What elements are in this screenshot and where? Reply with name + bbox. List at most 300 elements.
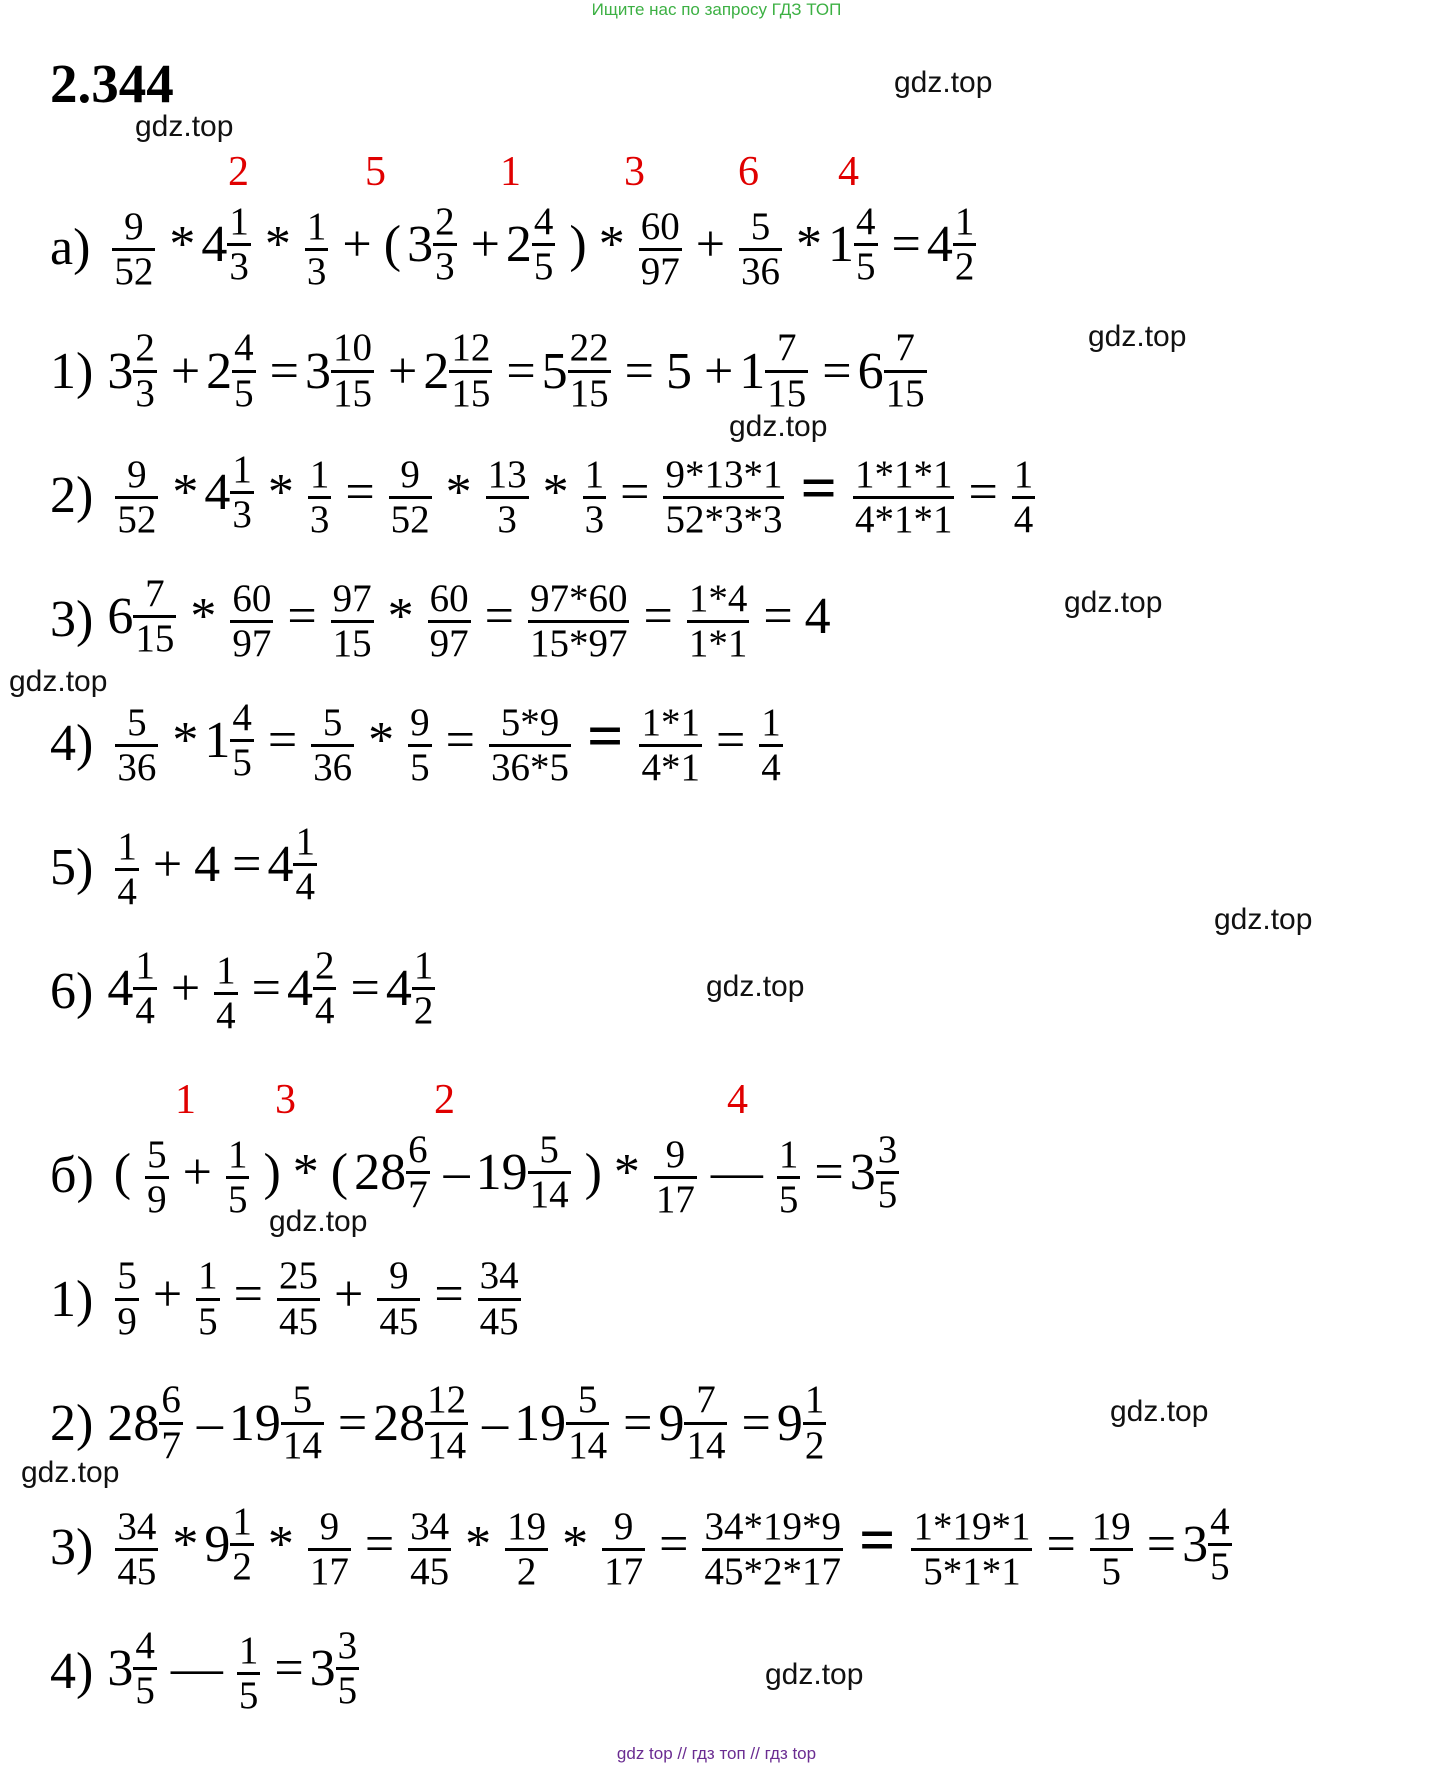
denominator: 45*2*17 (704, 1549, 841, 1593)
fraction (377, 1255, 420, 1342)
step-label: 1) (50, 342, 94, 400)
math-token: = (968, 464, 998, 522)
math-token: * (292, 1144, 319, 1202)
denominator: 5 (1101, 1549, 1122, 1593)
watermark: gdz.top (1214, 903, 1313, 936)
numerator: 1 (413, 944, 434, 988)
mixed-number (204, 697, 262, 784)
math-token: * (598, 216, 625, 274)
whole-part: 4 (201, 216, 228, 274)
mixed-number (287, 945, 345, 1032)
fraction (854, 201, 878, 288)
fraction (230, 578, 273, 665)
denominator: 97 (429, 621, 469, 665)
math-token: = (434, 1265, 464, 1323)
numerator: 9 (613, 1504, 634, 1548)
denominator: 9 (117, 1299, 137, 1343)
fraction (486, 454, 529, 541)
denominator: 14 (427, 1423, 467, 1467)
math-token: = (643, 588, 673, 646)
math-token: = (623, 1394, 653, 1452)
math-token: = (445, 712, 475, 770)
whole-part: 2 (206, 342, 233, 400)
denominator: 4 (295, 865, 315, 909)
fraction (145, 1134, 169, 1221)
numerator: 10 (332, 326, 372, 370)
numerator: 7 (895, 326, 915, 370)
math-token: = (891, 216, 921, 274)
fraction (639, 206, 682, 293)
denominator: 52 (117, 497, 157, 541)
fraction (1090, 1506, 1133, 1593)
mixed-number (107, 573, 184, 660)
numerator: 1 (227, 1132, 248, 1176)
numerator: 34 (410, 1504, 450, 1548)
fraction (803, 1379, 827, 1466)
numerator: 9 (665, 1132, 686, 1176)
whole-part: 3 (849, 1144, 876, 1202)
denominator: 5*1*1 (923, 1549, 1021, 1593)
numerator: 1 (229, 200, 249, 244)
numerator: 6 (161, 1378, 181, 1422)
denominator: 3 (135, 371, 155, 415)
fraction (293, 821, 317, 908)
numerator: 19 (1091, 1504, 1131, 1548)
mixed-number (542, 327, 619, 414)
numerator: 3 (877, 1128, 898, 1172)
mixed-number (373, 1379, 476, 1466)
equals-sign: = (800, 452, 837, 524)
denominator: 3 (306, 249, 327, 293)
denominator: 52 (114, 249, 154, 293)
denominator: 5 (337, 1669, 358, 1713)
math-token: = (1046, 1516, 1076, 1574)
math-token: * (267, 464, 294, 522)
numerator: 1 (1013, 452, 1034, 496)
math-token: = (232, 836, 262, 894)
mixed-number (305, 327, 382, 414)
fraction (568, 327, 611, 414)
fraction (532, 201, 556, 288)
step-a-5 (50, 812, 325, 922)
fraction (702, 1506, 843, 1593)
mixed-number (310, 1625, 368, 1712)
denominator: 3 (232, 493, 252, 537)
numerator: 97*60 (529, 576, 628, 620)
numerator: 4 (856, 200, 876, 244)
math-token: = (620, 464, 650, 522)
whole-part: 4 (204, 464, 231, 522)
step-expression (107, 449, 1043, 541)
numerator: 1 (309, 452, 330, 496)
denominator: 15*97 (529, 621, 628, 665)
fraction (133, 327, 157, 414)
numerator: 1*1*1 (854, 452, 953, 496)
part-label: а) (50, 218, 91, 276)
fraction (911, 1506, 1032, 1593)
denominator: 4 (761, 745, 781, 789)
numerator: 9 (400, 452, 420, 496)
mixed-number (514, 1379, 617, 1466)
order-marker: 2 (434, 1077, 455, 1123)
step-a-2 (50, 440, 1043, 550)
whole-part: 28 (373, 1394, 426, 1452)
denominator: 14 (529, 1173, 569, 1217)
fraction (408, 702, 432, 789)
fraction (853, 454, 955, 541)
fraction (583, 454, 607, 541)
fraction (159, 1379, 183, 1466)
mixed-number (850, 1129, 908, 1216)
fraction (425, 1379, 468, 1466)
math-token: ) (263, 1144, 281, 1202)
whole-part: 19 (514, 1394, 567, 1452)
numerator: 9 (124, 204, 144, 248)
math-token: = (506, 342, 536, 400)
numerator: 1 (761, 700, 781, 744)
numerator: 6 (408, 1128, 428, 1172)
fraction (115, 702, 158, 789)
numerator: 9 (127, 452, 147, 496)
fraction (214, 950, 238, 1037)
whole-part: 4 (926, 216, 953, 274)
fraction (230, 697, 254, 784)
step-expression (107, 945, 443, 1037)
whole-part: 4 (385, 960, 412, 1018)
denominator: 52 (390, 497, 430, 541)
watermark: gdz.top (269, 1205, 368, 1238)
numerator: 4 (234, 326, 254, 370)
denominator: 4*1*1 (854, 497, 953, 541)
math-token: – (443, 1144, 470, 1202)
step-a-3 (50, 564, 837, 674)
fraction (308, 1506, 351, 1593)
math-token: = (624, 342, 654, 400)
whole-part: 9 (776, 1394, 803, 1452)
footer-links[interactable]: gdz top // гдз топ // гдз top (616, 1744, 817, 1763)
mixed-number (1182, 1501, 1240, 1588)
math-token: + (333, 1265, 364, 1323)
numerator: 25 (278, 1254, 318, 1298)
expression-b (50, 1120, 907, 1230)
fraction (230, 1501, 254, 1588)
whole-part: 3 (1182, 1516, 1209, 1574)
step-b-3 (50, 1492, 1240, 1602)
fraction (953, 201, 977, 288)
whole-part: 3 (309, 1640, 336, 1698)
numerator: 34*19*9 (704, 1504, 841, 1548)
fraction (308, 454, 332, 541)
denominator: 3 (435, 245, 455, 289)
equals-sign: = (586, 700, 624, 772)
step-expression (107, 1625, 367, 1717)
math-token: 5 (665, 342, 692, 400)
whole-part: 19 (475, 1144, 528, 1202)
denominator: 2 (413, 989, 434, 1033)
step-expression (107, 573, 836, 665)
watermark: gdz.top (1110, 1395, 1209, 1428)
denominator: 4 (117, 869, 137, 913)
fraction (281, 1379, 324, 1466)
math-token: = (345, 464, 375, 522)
watermark: gdz.top (9, 665, 108, 698)
denominator: 4 (314, 989, 335, 1033)
numerator: 60 (232, 576, 272, 620)
denominator: 2 (804, 1423, 825, 1467)
numerator: 7 (145, 572, 165, 616)
math-token: = (287, 588, 317, 646)
numerator: 4 (1210, 1500, 1230, 1544)
denominator: 45 (117, 1549, 157, 1593)
numerator: 5 (292, 1378, 313, 1422)
numerator: 19 (507, 1504, 547, 1548)
fraction (428, 578, 471, 665)
expression-a (50, 192, 984, 302)
step-label: 3) (50, 590, 94, 648)
math-token: * (264, 216, 291, 274)
numerator: 5 (750, 204, 771, 248)
fraction (226, 1134, 250, 1221)
step-label: 2) (50, 466, 94, 524)
whole-part: 3 (407, 216, 434, 274)
mixed-number (927, 201, 985, 288)
math-token: = (814, 1144, 844, 1202)
watermark: gdz.top (894, 66, 993, 99)
fraction (115, 1255, 139, 1342)
whole-part: 3 (107, 1640, 134, 1698)
order-markers-a (0, 148, 1433, 198)
numerator: 4 (232, 696, 252, 740)
numerator: 1 (238, 1628, 259, 1672)
expression (104, 201, 984, 293)
whole-part: 4 (267, 836, 294, 894)
fraction (406, 1129, 430, 1216)
denominator: 15 (569, 371, 609, 415)
math-token: + (170, 960, 201, 1018)
denominator: 2 (954, 245, 975, 289)
mixed-number (739, 327, 816, 414)
fraction (336, 1625, 360, 1712)
order-marker: 5 (365, 149, 386, 195)
denominator: 1*1 (688, 621, 748, 665)
mixed-number (267, 821, 325, 908)
mixed-number (107, 327, 165, 414)
denominator: 2 (232, 1545, 252, 1589)
denominator: 5 (410, 745, 430, 789)
order-marker: 1 (175, 1077, 196, 1123)
numerator: 1 (232, 1500, 252, 1544)
mixed-number (386, 945, 444, 1032)
order-marker: 3 (624, 149, 645, 195)
order-marker: 2 (228, 149, 249, 195)
fraction (331, 327, 374, 414)
math-token: ) (584, 1144, 602, 1202)
denominator: 5 (778, 1177, 799, 1221)
math-token: – (482, 1394, 509, 1452)
fraction (759, 702, 783, 789)
fraction (528, 578, 630, 665)
numerator: 4 (135, 1624, 155, 1668)
fraction (227, 201, 251, 288)
fraction (528, 1129, 571, 1216)
denominator: 45 (479, 1299, 519, 1343)
whole-part: 28 (107, 1394, 160, 1452)
order-marker: 3 (275, 1077, 296, 1123)
math-token: + (695, 216, 726, 274)
step-label: 1) (50, 1270, 94, 1328)
mixed-number (858, 327, 935, 414)
numerator: 4 (533, 200, 554, 244)
numerator: 5 (147, 1132, 167, 1176)
math-token: ( (383, 216, 402, 274)
numerator: 7 (777, 326, 797, 370)
denominator: 5 (877, 1173, 898, 1217)
fraction (489, 702, 571, 789)
denominator: 17 (655, 1177, 695, 1221)
numerator: 13 (487, 452, 527, 496)
mixed-number (204, 1501, 262, 1588)
fraction (663, 454, 784, 541)
fraction (602, 1506, 645, 1593)
numerator: 1 (306, 204, 327, 248)
mixed-number (828, 201, 886, 288)
denominator: 4*1 (641, 745, 700, 789)
math-token: * (172, 712, 199, 770)
math-token: * (368, 712, 395, 770)
denominator: 5 (234, 371, 254, 415)
whole-part: 28 (354, 1144, 407, 1202)
numerator: 5 (117, 1254, 137, 1298)
denominator: 17 (309, 1549, 349, 1593)
numerator: 12 (427, 1378, 467, 1422)
whole-part: 6 (107, 588, 134, 646)
mixed-number (206, 327, 264, 414)
fraction (237, 1630, 261, 1717)
mixed-number (201, 201, 259, 288)
numerator: 60 (429, 576, 469, 620)
math-token: + (170, 342, 201, 400)
part-label: б) (50, 1146, 94, 1204)
fraction (196, 1255, 220, 1342)
denominator: 4 (135, 989, 155, 1033)
math-token: — (710, 1144, 763, 1202)
numerator: 1*19*1 (913, 1504, 1031, 1548)
step-a-6 (50, 936, 443, 1046)
numerator: 97 (332, 576, 372, 620)
math-token: – (196, 1394, 223, 1452)
math-token: + (387, 342, 418, 400)
math-token: = (269, 342, 299, 400)
mixed-number (506, 201, 564, 288)
fraction (232, 327, 256, 414)
mixed-number (107, 945, 165, 1032)
math-token: = (350, 960, 380, 1018)
denominator: 15 (885, 371, 925, 415)
denominator: 15 (451, 371, 491, 415)
numerator: 1 (778, 1132, 799, 1176)
order-marker: 6 (738, 149, 759, 195)
math-token: * (465, 1516, 492, 1574)
numerator: 9*13*1 (665, 452, 783, 496)
fraction (1012, 454, 1036, 541)
mixed-number (107, 1625, 165, 1712)
math-token: + (152, 836, 183, 894)
math-token: * (796, 216, 823, 274)
numerator: 5 (539, 1128, 559, 1172)
math-token: + (342, 216, 372, 274)
denominator: 97 (232, 621, 272, 665)
math-token: = (763, 588, 793, 646)
step-label: 3) (50, 1518, 94, 1576)
math-token: + (152, 1265, 183, 1323)
math-token: * (542, 464, 569, 522)
math-token: + (470, 216, 500, 274)
step-label: 6) (50, 962, 94, 1020)
watermark: gdz.top (706, 970, 805, 1003)
mixed-number (777, 1379, 835, 1466)
denominator: 5 (1210, 1545, 1230, 1589)
whole-part: 4 (107, 960, 134, 1018)
fraction (331, 578, 374, 665)
math-token: * (445, 464, 472, 522)
order-markers-b (0, 1076, 1433, 1126)
fraction (765, 327, 808, 414)
denominator: 5 (533, 245, 554, 289)
denominator: 7 (408, 1173, 428, 1217)
mixed-number (423, 327, 500, 414)
whole-part: 1 (828, 216, 855, 274)
numerator: 5 (322, 700, 343, 744)
math-token: 4 (194, 836, 221, 894)
math-token: * (169, 216, 196, 274)
mixed-number (658, 1379, 735, 1466)
math-token: = (251, 960, 281, 1018)
denominator: 36*5 (490, 745, 569, 789)
math-token: = (741, 1394, 771, 1452)
mixed-number (407, 201, 465, 288)
numerator: 1 (954, 200, 975, 244)
math-token: ( (330, 1144, 349, 1202)
denominator: 17 (604, 1549, 644, 1593)
denominator: 45 (410, 1549, 450, 1593)
numerator: 9 (319, 1504, 340, 1548)
numerator: 1 (216, 948, 236, 992)
numerator: 1 (804, 1378, 825, 1422)
denominator: 5 (135, 1669, 155, 1713)
search-banner[interactable]: Ищите нас по запросу ГДЗ ТОП (591, 0, 842, 19)
numerator: 5 (577, 1378, 598, 1422)
watermark: gdz.top (1064, 586, 1163, 619)
mixed-number (476, 1129, 579, 1216)
step-expression (107, 1501, 1239, 1593)
math-token: = (822, 342, 852, 400)
math-token: * (172, 1516, 199, 1574)
denominator: 5 (856, 245, 876, 289)
whole-part: 1 (739, 342, 766, 400)
whole-part: 2 (505, 216, 532, 274)
numerator: 5*9 (500, 700, 560, 744)
denominator: 15 (135, 617, 175, 661)
whole-part: 6 (857, 342, 884, 400)
whole-part: 3 (107, 342, 134, 400)
whole-part: 4 (286, 960, 313, 1018)
math-token: = (337, 1394, 368, 1452)
denominator: 15 (332, 371, 372, 415)
step-b-4 (50, 1616, 367, 1726)
fraction (115, 1506, 158, 1593)
numerator: 7 (696, 1378, 716, 1422)
mixed-number (229, 1379, 332, 1466)
